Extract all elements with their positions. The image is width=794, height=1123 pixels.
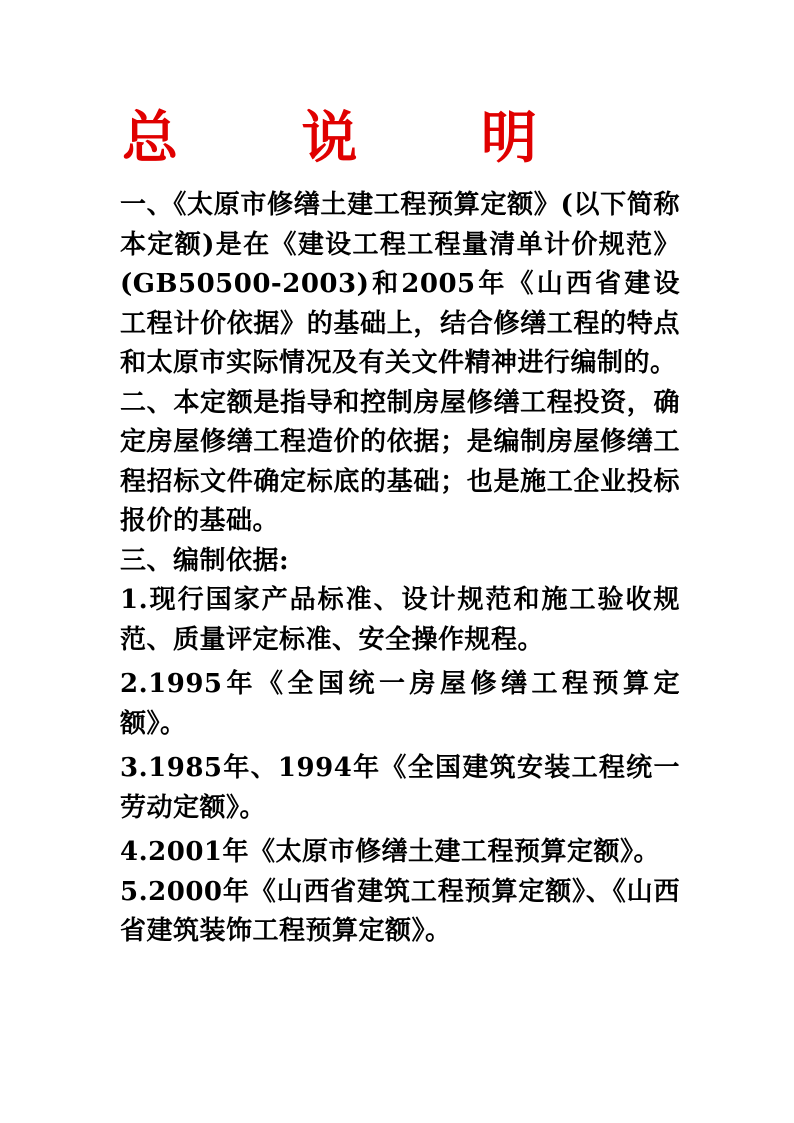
list-item-basis-3: 3.1985年、1994年《全国建筑安装工程统一劳动定额》。: [120, 753, 680, 823]
paragraph-section-2: 二、本定额是指导和控制房屋修缮工程投资，确定房屋修缮工程造价的依据；是编制房屋修缮工程招标文件确定标底的基础；也是施工企业投标报价的基础。: [120, 387, 680, 536]
document-page: [120, 105, 680, 952]
list-item-basis-1: 1.现行国家产品标准、设计规范和施工验收规范、质量评定标准、安全操作规程。: [120, 585, 680, 655]
paragraph-section-1: 一、《太原市修缮土建工程预算定额》(以下简称本定额)是在《建设工程工程量清单计价规范》(GB50500-2003)和2005年《山西省建设工程计价依据》的基础上，结合修缮工程的特点和太原市实际情况及有关文件精神进行编制的。: [120, 190, 680, 378]
list-item-basis-2: 2.1995年《全国统一房屋修缮工程预算定额》。: [120, 669, 680, 739]
document-title: 总 说 明: [122, 105, 589, 171]
list-item-basis-4: 4.2001年《太原市修缮土建工程预算定额》。: [120, 837, 661, 867]
list-item-basis-5: 5.2000年《山西省建筑工程预算定额》、《山西省建筑装饰工程预算定额》。: [120, 876, 680, 946]
paragraph-section-3-heading: 三、编制依据:: [120, 545, 290, 576]
